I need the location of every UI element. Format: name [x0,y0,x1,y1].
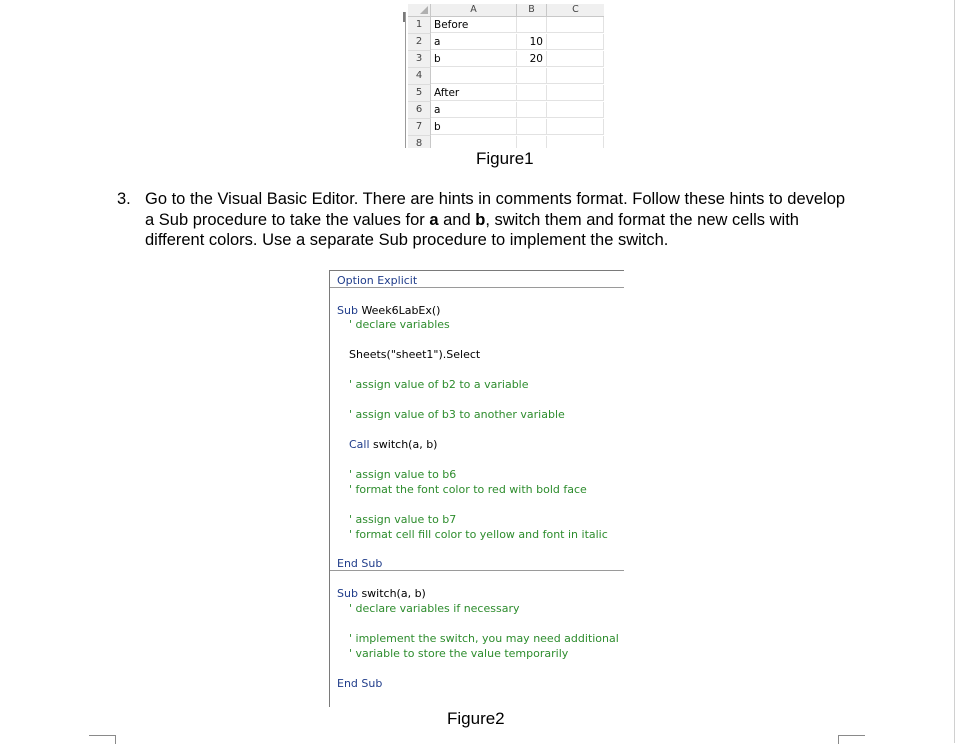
figure2-caption: Figure2 [447,709,505,728]
end-sub-line: End Sub [337,677,383,690]
code-separator [330,287,624,288]
sub-name: Week6LabEx() [361,304,441,317]
row-header: 7 [408,119,431,136]
question-paragraph [117,189,857,251]
cell-b3: 20 [517,51,547,67]
question-part2: , switch them and format the new cells with different colors. Use a separate Sub procedure to implement the switch. [145,210,799,249]
question-bold-a: a [429,210,439,229]
question-text [145,189,857,251]
sheets-select-line: Sheets("sheet1").Select [349,348,481,361]
sub-name: switch(a, b) [361,587,426,600]
cell-c7 [547,119,604,135]
row-header: 3 [408,51,431,68]
row-header: 6 [408,102,431,119]
call-args: switch(a, b) [373,438,438,451]
cell-c1 [547,17,604,33]
cell-a3: b [431,51,517,67]
cell-c2 [547,34,604,50]
end-sub-line: End Sub [337,557,383,570]
call-switch-line [349,438,437,452]
cell-a7: b [431,119,517,135]
cell-c8 [547,136,604,148]
column-header-a: A [431,4,517,17]
sheet-left-tick [403,12,405,22]
cell-a8 [431,136,517,148]
row-header: 1 [408,17,431,34]
cell-a4 [431,68,517,84]
comment-line: ' assign value of b3 to another variable [349,408,565,421]
row-header: 4 [408,68,431,85]
row-header: 2 [408,34,431,51]
question-and: and [438,210,476,229]
sub-keyword: Sub [337,587,358,600]
cell-b8 [517,136,547,148]
code-separator [330,570,624,571]
cell-b7 [517,119,547,135]
call-keyword: Call [349,438,370,451]
option-explicit-line: Option Explicit [337,274,418,287]
cell-b4 [517,68,547,84]
cell-c5 [547,85,604,101]
sub-week6labex-line [337,304,440,318]
vba-code-figure [329,270,624,707]
comment-line: ' variable to store the value temporarily [349,647,569,660]
cell-c3 [547,51,604,67]
cell-a5: After [431,85,517,101]
page-right-border [954,0,955,743]
cell-c6 [547,102,604,118]
comment-line: ' assign value to b6 [349,468,457,481]
comment-line: ' declare variables if necessary [349,602,520,615]
comment-line: ' assign value of b2 to a variable [349,378,529,391]
comment-line: ' assign value to b7 [349,513,457,526]
question-number: 3. [117,190,131,208]
comment-line: ' implement the switch, you may need additional [349,632,619,645]
comment-line: ' format cell fill color to yellow and font in italic [349,528,608,541]
comment-line: ' declare variables [349,318,450,331]
figure1-caption: Figure1 [476,149,534,168]
spreadsheet-figure [408,4,604,148]
cell-b2: 10 [517,34,547,50]
column-header-c: C [547,4,604,17]
row-header: 8 [408,136,431,148]
column-header-b: B [517,4,547,17]
question-bold-b: b [475,210,486,229]
cell-b1 [517,17,547,33]
question-part1: Go to the Visual Basic Editor. There are hints in comments format. Follow these hints to develop a Sub procedure to take the values for [145,190,846,229]
cell-c4 [547,68,604,84]
cell-b6 [517,102,547,118]
sub-keyword: Sub [337,304,358,317]
cell-a6: a [431,102,517,118]
select-all-corner [408,4,431,17]
cell-a2: a [431,34,517,50]
row-header: 5 [408,85,431,102]
cell-b5 [517,85,547,101]
code-top-rule [330,270,624,271]
sub-switch-line [337,587,426,601]
comment-line: ' format the font color to red with bold face [349,483,587,496]
cell-a1: Before [431,17,517,33]
sheet-left-rule [405,12,406,148]
